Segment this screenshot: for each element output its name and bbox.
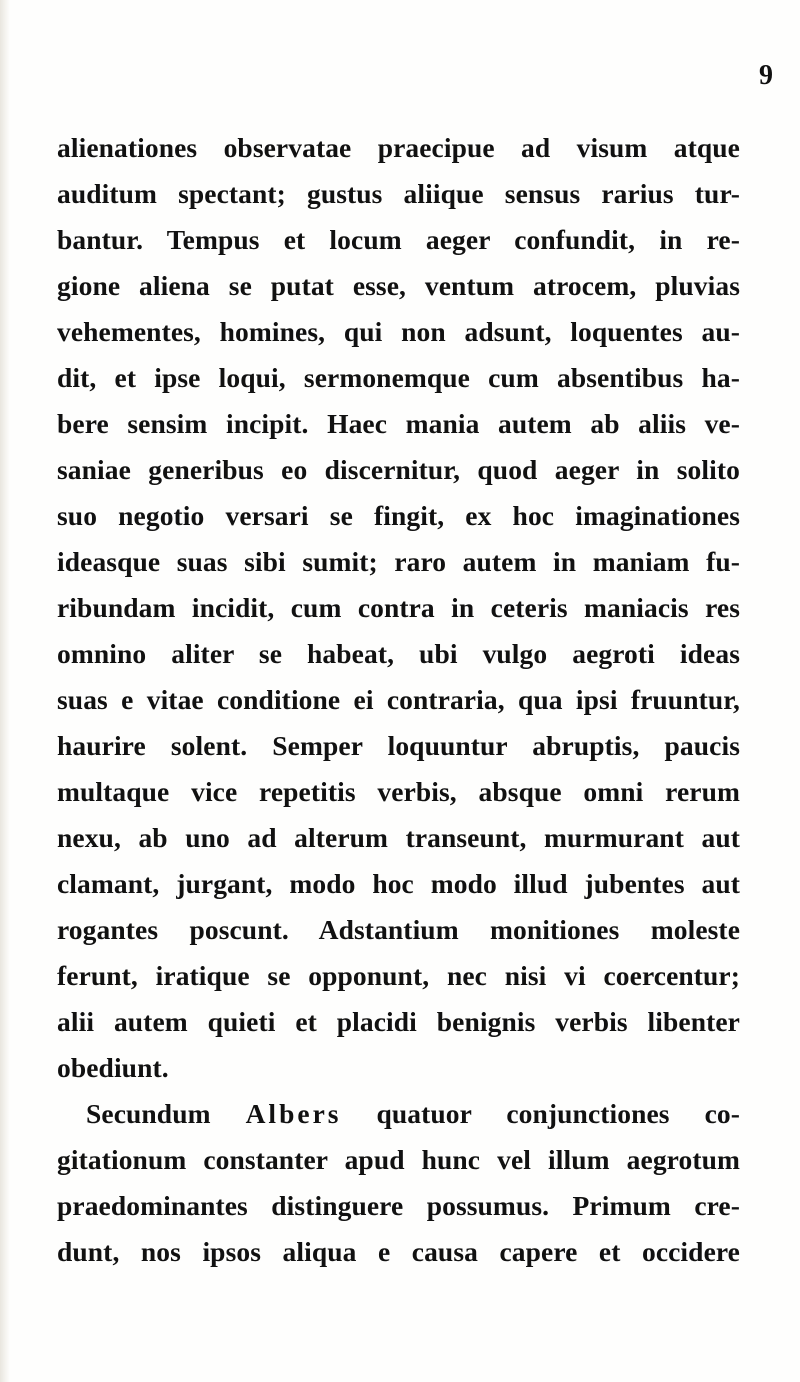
text-line-paragraph-end: obediunt. (57, 1052, 169, 1083)
text-line: dit, et ipse loqui, sermonemque cum absentibus ha- (57, 362, 740, 393)
text-line: alienationes observatae praecipue ad visum atque (57, 132, 740, 163)
page-number: 9 (759, 60, 773, 91)
text-line: ideasque suas sibi sumit; raro autem in maniam fu- (57, 546, 740, 577)
text-line: haurire solent. Semper loquuntur abruptis, paucis (57, 730, 740, 761)
text-line: nexu, ab uno ad alterum transeunt, murmurant aut (57, 822, 740, 853)
text-line: gione aliena se putat esse, ventum atrocem, pluvias (57, 270, 740, 301)
text-line: alii autem quieti et placidi benignis verbis libenter (57, 1006, 740, 1037)
text-line: omnino aliter se habeat, ubi vulgo aegroti ideas (57, 638, 740, 669)
text-line: saniae generibus eo discernitur, quod aeger in solito (57, 454, 740, 485)
text-line: multaque vice repetitis verbis, absque omni rerum (57, 776, 740, 807)
text-line: bantur. Tempus et locum aeger confundit, in re- (57, 224, 740, 255)
text-line: rogantes poscunt. Adstantium monitiones moleste (57, 914, 740, 945)
page-binding-edge (0, 0, 10, 1382)
text-line: ribundam incidit, cum contra in ceteris maniacis res (57, 592, 740, 623)
text-line: praedominantes distinguere possumus. Primum cre- (57, 1190, 740, 1221)
paragraph-start-line (86, 1094, 740, 1134)
text-line: suo negotio versari se fingit, ex hoc imaginationes (57, 500, 740, 531)
text-line: auditum spectant; gustus aliique sensus rarius tur- (57, 178, 740, 209)
text-line: dunt, nos ipsos aliqua e causa capere et occidere (57, 1236, 740, 1267)
text-line: gitationum constanter apud hunc vel illum aegrotum (57, 1144, 740, 1175)
text-line: bere sensim incipit. Haec mania autem ab aliis ve- (57, 408, 740, 439)
author-name: Albers (245, 1098, 342, 1129)
text-line: ferunt, iratique se opponunt, nec nisi vi coercentur; (57, 960, 740, 991)
line-text-after-name: quatuor conjunctiones co- (341, 1098, 740, 1129)
text-line: clamant, jurgant, modo hoc modo illud jubentes aut (57, 868, 740, 899)
text-line: vehementes, homines, qui non adsunt, loquentes au- (57, 316, 740, 347)
text-line: suas e vitae conditione ei contraria, qua ipsi fruuntur, (57, 684, 740, 715)
line-text-before-name: Secundum (86, 1098, 246, 1129)
